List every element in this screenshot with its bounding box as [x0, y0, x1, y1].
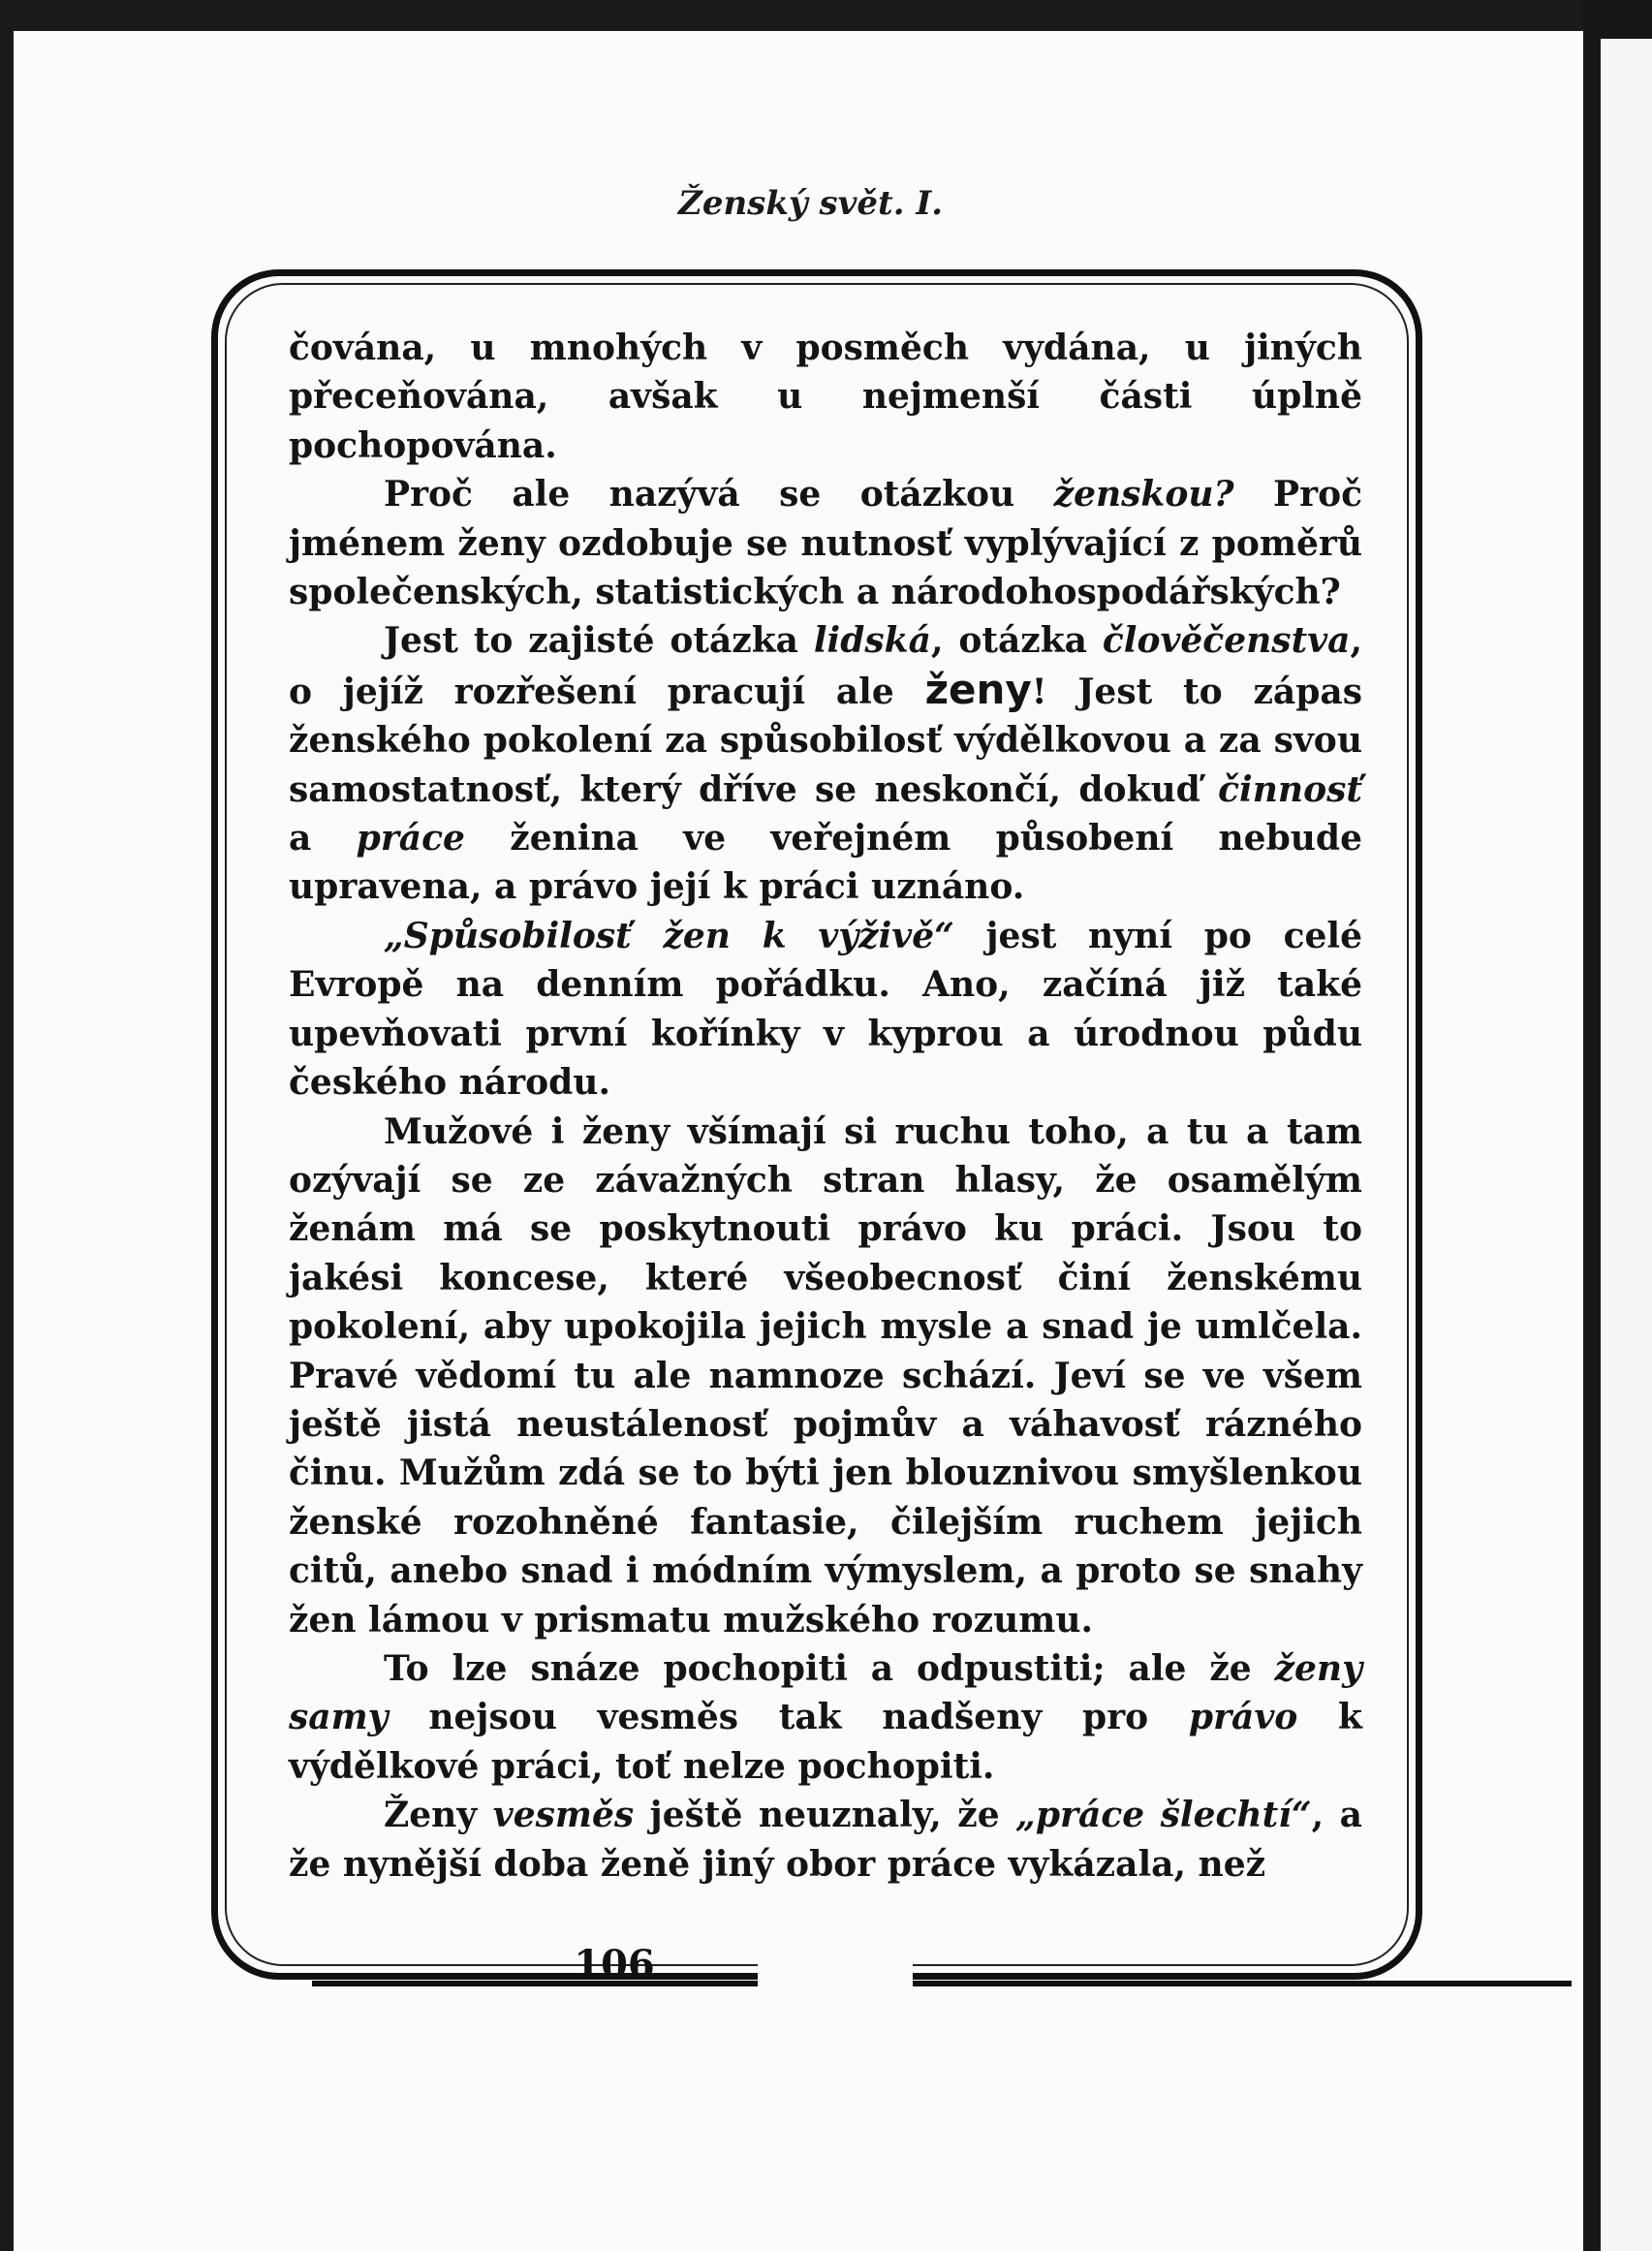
- folio-rule: [225, 1955, 1409, 2004]
- scan-border-left: [0, 0, 14, 2251]
- paragraph: čována, u mnohých v posměch vydána, u jiných přeceňována, avšak u nejmenší části úplně pochopována.: [289, 328, 1362, 466]
- page-number: 106: [574, 1942, 655, 1987]
- paragraph: To lze snáze pochopiti a odpustiti; ale že ženy samy nejsou vesměs tak nadšeny pro právo k výdělkové práci, toť nelze pochopiti.: [289, 1647, 1363, 1787]
- paragraph: „Spůsobilosť žen k výživě“ jest nyní po celé Evropě na denním pořádku. Ano, začíná již také upevňovati první kořínky v kyprou a úrodnou půdu českého národu.: [289, 915, 1362, 1104]
- body-text: [289, 324, 1362, 1889]
- paragraph: Jest to zajisté otázka lidská, otázka člověčenstva, o jejíž rozřešení pracují ale ženy! Jest to zápas ženského pokolení za spůsobilosť výdělkovou a za svou samostatnosť, který dříve se neskončí, dokuď činnosť a práce ženina ve veřejném působení nebude upravena, a právo její k práci uznáno.: [289, 620, 1363, 908]
- next-page-edge: [1601, 39, 1652, 2251]
- paragraph: Mužové i ženy všímají si ruchu toho, a tu a tam ozývají se ze závažných stran hlasy, že osamělým ženám má se poskytnouti právo ku práci. Jsou to jakési koncese, které všeobecnosť činí ženskému pokolení, aby upokojila jejich mysle a snad je umlčela. Pravé vědomí tu ale namnoze schází. Jeví se ve všem ještě jistá neustálenosť pojmův a váhavosť rázného činu. Mužům zdá se to býti jen blouznivou smyšlenkou ženské rozohněné fantasie, čilejším ruchem jejich citů, anebo snad i módním výmyslem, a proto se snahy žen lámou v prismatu mužského rozumu.: [289, 1110, 1362, 1641]
- paragraph: Proč ale nazývá se otázkou ženskou? Proč jménem ženy ozdobuje se nutnosť vyplývající z poměrů společenských, statistických a národohospodářských?: [289, 474, 1362, 613]
- scan-border-top: [0, 0, 1652, 31]
- running-head: Ženský svět. I.: [678, 184, 944, 223]
- paragraph: Ženy vesměs ještě neuznaly, že „práce šlechtí“, a že nynější doba ženě jiný obor práce vykázala, než: [289, 1795, 1362, 1885]
- folio-rule-right: [893, 1981, 1572, 1986]
